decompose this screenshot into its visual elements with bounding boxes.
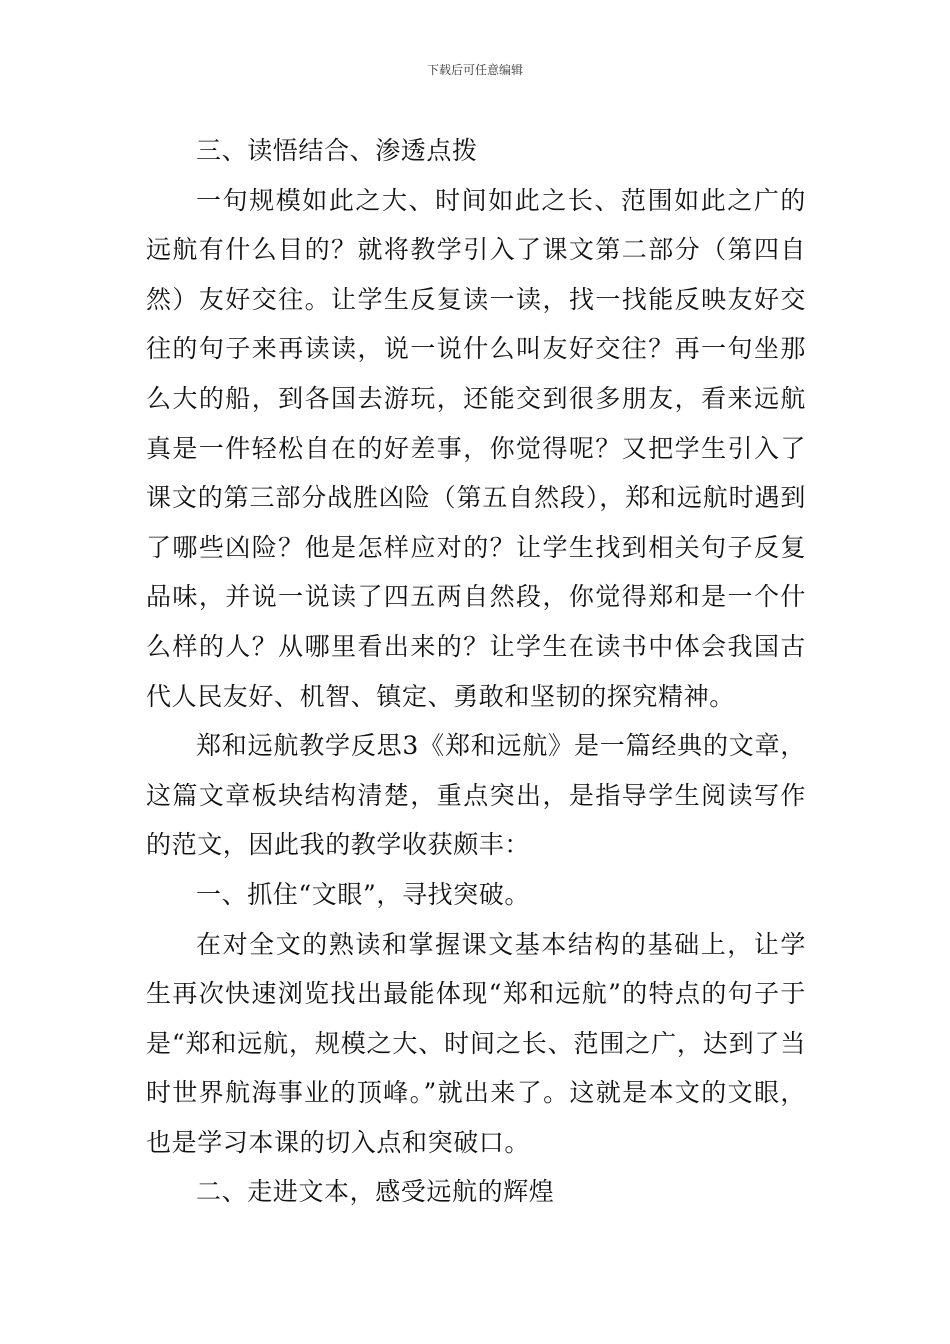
body-paragraph: 在对全文的熟读和掌握课文基本结构的基础上，让学生再次快速浏览找出最能体现“郑和远航”的特点的句子于是“郑和远航，规模之大、时间之长、范围之广，达到了当时世界航海事业的顶峰。”就出来了。这就是本文的文眼，也是学习本课的切入点和突破口。 — [146, 929, 806, 1157]
body-paragraph: 郑和远航教学反思3《郑和远航》是一篇经典的文章，这篇文章板块结构清楚，重点突出，是指导学生阅读写作的范文，因此我的教学收获颇丰： — [146, 731, 806, 860]
page-header-note: 下载后可任意编辑 — [426, 63, 523, 77]
section-heading-3: 三、读悟结合、渗透点拨 — [196, 136, 478, 165]
document-body — [146, 126, 806, 1217]
body-paragraph: 一句规模如此之大、时间如此之长、范围如此之广的远航有什么目的？就将教学引入了课文第二部分（第四自然）友好交往。让学生反复读一读，找一找能反映友好交往的句子来再读读，说一说什么叫友好交往？再一句坐那么大的船，到各国去游玩，还能交到很多朋友，看来远航真是一件轻松自在的好差事，你觉得呢？又把学生引入了课文的第三部分战胜凶险（第五自然段），郑和远航时遇到了哪些凶险？他是怎样应对的？让学生找到相关句子反复品味，并说一说读了四五两自然段，你觉得郑和是一个什么样的人？从哪里看出来的？让学生在读书中体会我国古代人民友好、机智、镇定、勇敢和坚韧的探究精神。 — [146, 185, 806, 711]
section-heading-2: 二、走进文本，感受远航的辉煌 — [196, 1177, 555, 1207]
section-heading-1: 一、抓住“文眼”，寻找突破。 — [196, 879, 530, 909]
